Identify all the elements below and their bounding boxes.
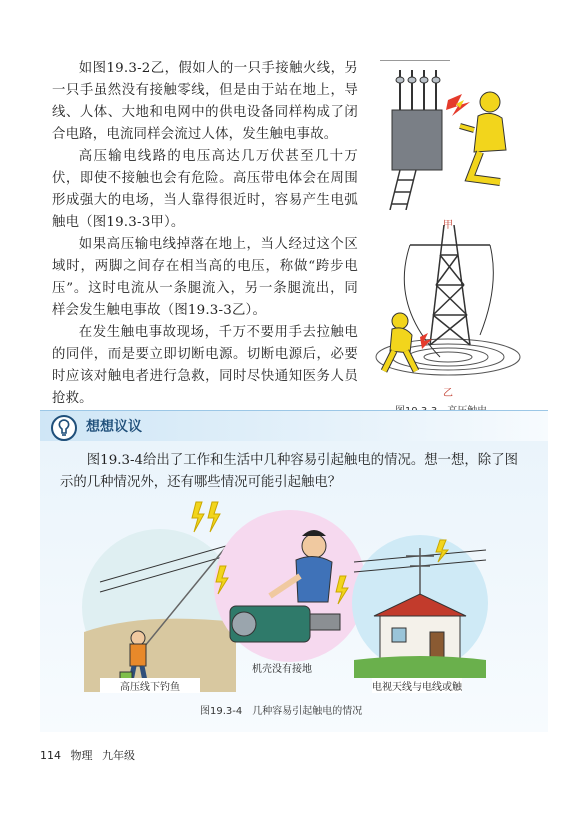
footer-subject: 物理 xyxy=(70,749,93,762)
paragraph-3: 如果高压输电线掉落在地上，当人经过这个区域时，两脚之间存在相当高的电压，称做“跨步电压”。这时电流从一条腿流入，另一条腿流出，同样会发生触电事故（图19.3-3乙）。 xyxy=(52,237,358,318)
paragraph-2: 高压输电线路的电压高达几万伏甚至几十万伏，即使不接触也会有危险。高压带电体会在周围形成强大的电场，当人靠得很近时，容易产生电弧触电（图19.3-3甲）。 xyxy=(52,149,358,230)
label-fishing: 高压线下钓鱼 xyxy=(100,678,200,693)
motor-not-grounded-illustration xyxy=(210,506,370,666)
paragraph-1: 如图19.3-2乙，假如人的一只手接触火线，另一只手虽然没有接触零线，但是由于站在地上，导线、人体、大地和电网中的供电设备同样构成了闭合电路，电流同样会流过人体，发生触电事故。 xyxy=(52,61,358,142)
label-motor-ungrounded: 机壳没有接地 xyxy=(252,664,312,675)
paragraph-4: 在发生触电事故现场，千万不要用手去拉触电的同伴，而是要立即切断电源。切断电源后，必要时应该对触电者进行急救，同时尽快通知医务人员抢救。 xyxy=(52,325,358,406)
figure-label-b: 乙 xyxy=(443,388,453,399)
figure-step-voltage-illustration xyxy=(370,225,530,380)
lightbulb-icon xyxy=(50,414,78,442)
discussion-text: 图19.3-4给出了工作和生活中几种容易引起触电的情况。想一想，除了图示的几种情况外，还有哪些情况可能引起触电？ xyxy=(60,453,518,490)
antenna-touching-wire-illustration xyxy=(350,528,490,678)
page-footer xyxy=(40,747,141,763)
figure-caption-19-3-4: 图19.3-4 几种容易引起触电的情况 xyxy=(200,706,363,717)
figure-transformer-arc-illustration xyxy=(370,60,530,210)
discussion-box xyxy=(40,410,548,732)
discussion-title: 想想议议 xyxy=(86,419,142,435)
label-antenna: 电视天线与电线或触 xyxy=(372,678,462,693)
figure-label-a: 甲 xyxy=(443,220,453,231)
page-number: 114 xyxy=(40,749,61,762)
footer-grade: 九年级 xyxy=(102,749,135,762)
